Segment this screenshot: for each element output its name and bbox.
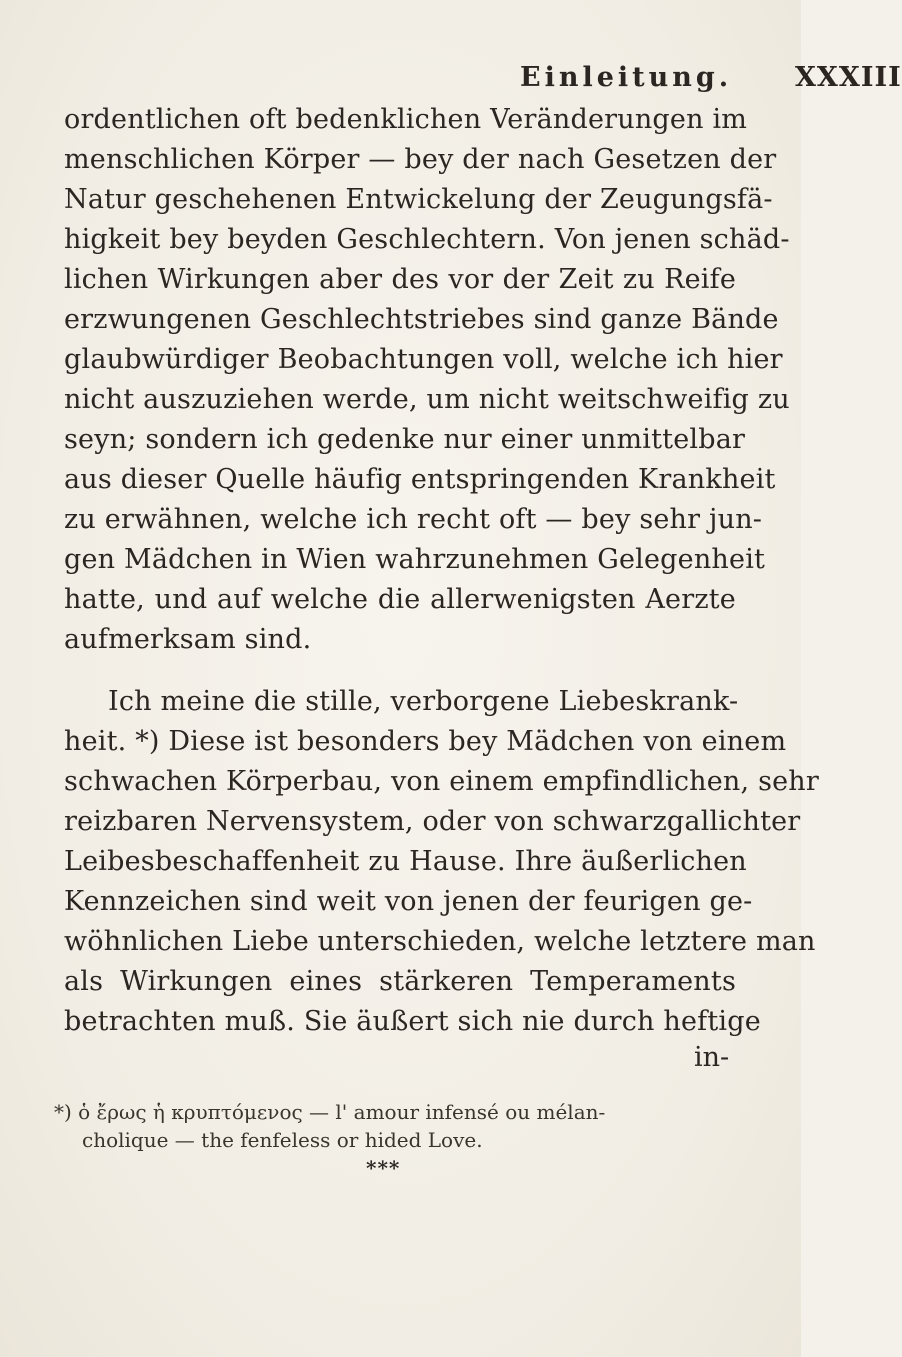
- text-line: Natur geschehenen Entwickelung der Zeugungsfä-: [64, 184, 773, 215]
- text-line: reizbaren Nervensystem, oder von schwarzgallichter: [64, 806, 801, 837]
- text-line: zu erwähnen, welche ich recht oft — bey sehr jun-: [64, 504, 763, 535]
- text-line: menschlichen Körper — bey der nach Gesetzen der: [64, 144, 777, 175]
- text-line: Leibesbeschaffenheit zu Hause. Ihre äußerlichen: [64, 846, 747, 877]
- footnote-line: cholique — the fenfeless or hided Love.: [82, 1128, 483, 1152]
- text-line: Ich meine die stille, verborgene Liebeskrank-: [108, 686, 739, 717]
- text-line: heit. *) Diese ist besonders bey Mädchen von einem: [64, 726, 787, 757]
- text-line: aufmerksam sind.: [64, 624, 312, 655]
- text-line: glaubwürdiger Beobachtungen voll, welche ich hier: [64, 344, 783, 375]
- signature-mark: ***: [366, 1156, 401, 1180]
- page-number: XXXIII: [794, 62, 902, 93]
- text-line: Kennzeichen sind weit von jenen der feurigen ge-: [64, 886, 753, 917]
- text-line: erzwungenen Geschlechtstriebes sind ganze Bände: [64, 304, 779, 335]
- text-line: betrachten muß. Sie äußert sich nie durch heftige: [64, 1006, 761, 1037]
- text-line: nicht auszuziehen werde, um nicht weitschweifig zu: [64, 384, 790, 415]
- running-header: [520, 62, 902, 93]
- catchword: in-: [694, 1042, 730, 1073]
- text-line: ordentlichen oft bedenklichen Veränderungen im: [64, 104, 748, 135]
- text-line: als Wirkungen eines stärkeren Temperaments: [64, 966, 736, 997]
- text-line: aus dieser Quelle häufig entspringenden Krankheit: [64, 464, 776, 495]
- text-line: seyn; sondern ich gedenke nur einer unmittelbar: [64, 424, 746, 455]
- text-line: higkeit bey beyden Geschlechtern. Von jenen schäd-: [64, 224, 790, 255]
- footnote-line: *) ὁ ἔρως ἡ κρυπτόμενος — l' amour infensé ou mélan-: [54, 1100, 606, 1124]
- text-line: hatte, und auf welche die allerwenigsten Aerzte: [64, 584, 736, 615]
- text-line: gen Mädchen in Wien wahrzunehmen Gelegenheit: [64, 544, 766, 575]
- text-line: lichen Wirkungen aber des vor der Zeit zu Reife: [64, 264, 736, 295]
- text-line: wöhnlichen Liebe unterschieden, welche letztere man: [64, 926, 816, 957]
- text-line: schwachen Körperbau, von einem empfindlichen, sehr: [64, 766, 820, 797]
- header-title: Einleitung.: [520, 62, 733, 93]
